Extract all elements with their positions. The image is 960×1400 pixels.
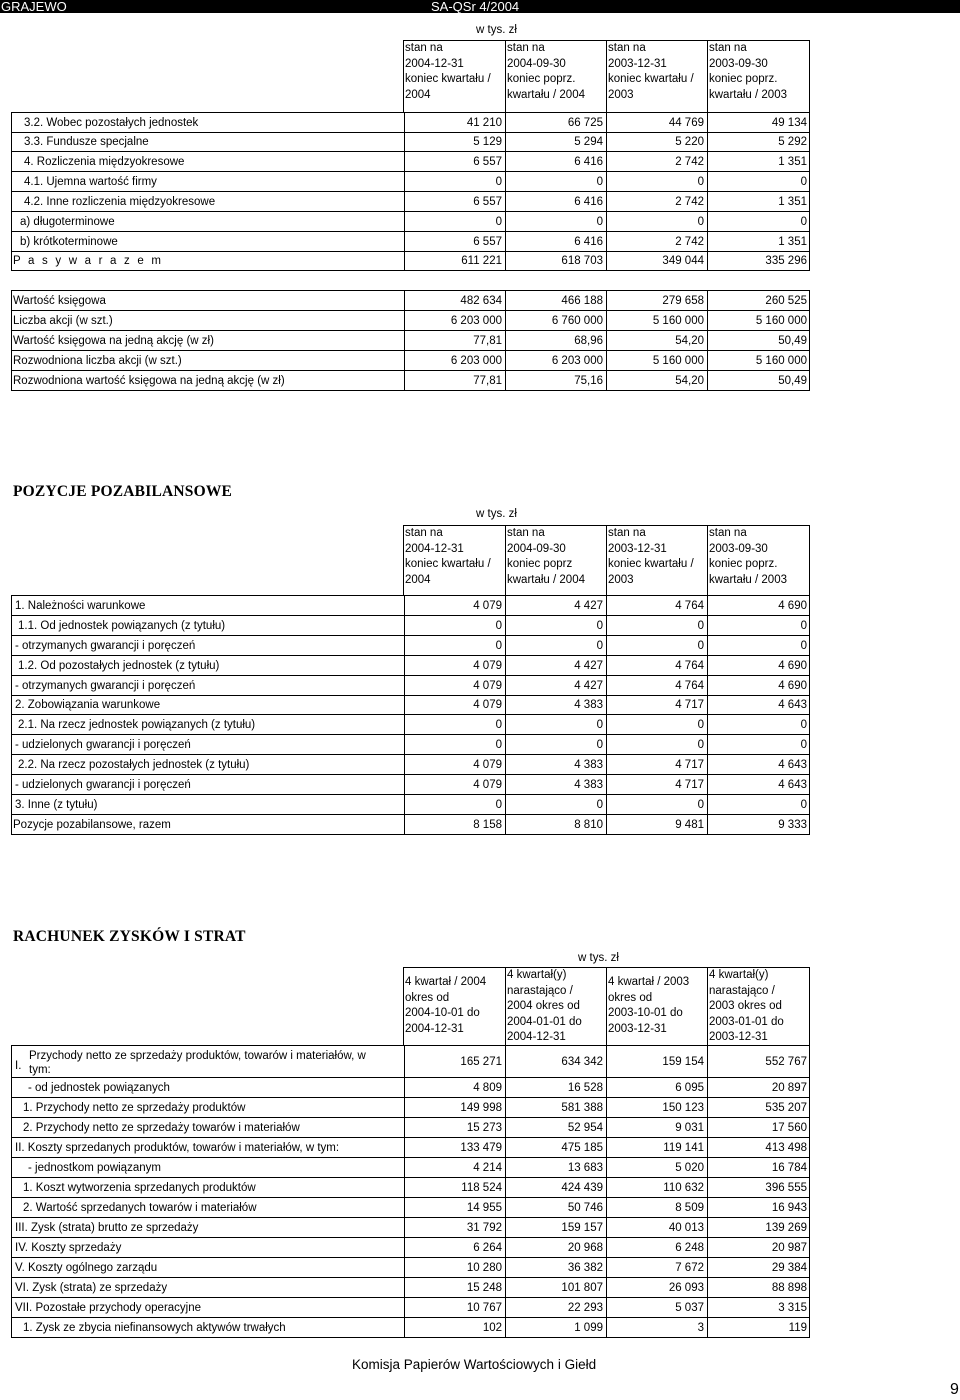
value-cell: 4 690 <box>707 676 810 695</box>
table-row <box>11 1078 810 1098</box>
value-cell: 0 <box>606 636 707 655</box>
value-cell: 6 095 <box>606 1078 707 1097</box>
row-label: Liczba akcji (w szt.) <box>13 314 113 327</box>
column-header: 4 kwartał(y) narastająco / 2004 okres od 2004-01-01 do 2004-12-31 <box>505 968 606 1045</box>
value-cell: 5 294 <box>505 133 606 151</box>
value-cell: 54,20 <box>606 371 707 390</box>
value-cell: 7 672 <box>606 1258 707 1277</box>
value-cell: 14 955 <box>404 1198 505 1217</box>
off-balance-table <box>11 595 810 835</box>
value-cell: 50,49 <box>707 371 810 390</box>
column-header: 4 kwartał(y) narastająco / 2003 okres od 2003-01-01 do 2003-12-31 <box>707 968 809 1045</box>
value-cell: 0 <box>404 636 505 655</box>
value-cell: 5 160 000 <box>606 311 707 330</box>
value-cell: 4 383 <box>505 696 606 714</box>
value-cell: 466 188 <box>505 291 606 310</box>
page-number: 9 <box>950 1381 959 1398</box>
value-cell: 44 769 <box>606 113 707 132</box>
value-cell: 6 416 <box>505 192 606 211</box>
column-header: stan na 2004-09-30 koniec poprz kwartału / 2004 <box>505 526 606 595</box>
value-cell: 4 427 <box>505 596 606 615</box>
report-code: SA-QSr 4/2004 <box>431 0 520 14</box>
row-label: a) długoterminowe <box>20 215 115 228</box>
value-cell: 165 271 <box>404 1046 505 1077</box>
value-cell: 0 <box>505 735 606 754</box>
row-label: - udzielonych gwarancji i poręczeń <box>15 738 191 751</box>
income-header <box>403 967 810 1045</box>
row-label: - otrzymanych gwarancji i poręczeń <box>15 639 196 652</box>
value-cell: 133 479 <box>404 1138 505 1157</box>
value-cell: 16 943 <box>707 1198 810 1217</box>
value-cell: 424 439 <box>505 1178 606 1197</box>
table-row-total <box>11 815 810 835</box>
table-row <box>11 1318 810 1338</box>
value-cell: 4 809 <box>404 1078 505 1097</box>
value-cell: 5 129 <box>404 133 505 151</box>
row-label: 3. Inne (z tytułu) <box>15 798 98 811</box>
value-cell: 6 248 <box>606 1238 707 1257</box>
value-cell: 0 <box>606 212 707 231</box>
value-cell: 4 079 <box>404 656 505 675</box>
value-cell: 349 044 <box>606 252 707 270</box>
value-cell: 2 742 <box>606 192 707 211</box>
table-row <box>11 331 810 351</box>
off-balance-header <box>403 525 810 595</box>
value-cell: 0 <box>505 616 606 635</box>
value-cell: 4 383 <box>505 775 606 794</box>
value-cell: 20 987 <box>707 1238 810 1257</box>
table-row <box>11 232 810 252</box>
value-cell: 6 203 000 <box>404 311 505 330</box>
value-cell: 36 382 <box>505 1258 606 1277</box>
row-label: 2. Zobowiązania warunkowe <box>15 699 161 711</box>
table-row <box>11 1198 810 1218</box>
value-cell: 0 <box>505 172 606 191</box>
table-row <box>11 133 810 152</box>
value-cell: 6 264 <box>404 1238 505 1257</box>
value-cell: 66 725 <box>505 113 606 132</box>
row-label: 2. Przychody netto ze sprzedaży towarów i materiałów <box>23 1121 300 1134</box>
value-cell: 16 528 <box>505 1078 606 1097</box>
column-header: stan na 2004-12-31 koniec kwartału / 2004 <box>405 527 491 586</box>
value-cell: 413 498 <box>707 1138 810 1157</box>
table-row <box>11 616 810 636</box>
value-cell: 101 807 <box>505 1278 606 1297</box>
row-label: 1.2. Od pozostałych jednostek (z tytułu) <box>18 659 220 672</box>
row-label-line: Przychody netto ze sprzedaży produktów, towarów i materiałów, w <box>29 1050 366 1062</box>
table-row <box>11 1158 810 1178</box>
value-cell: 118 524 <box>404 1178 505 1197</box>
value-cell: 15 273 <box>404 1118 505 1137</box>
value-cell: 0 <box>505 715 606 734</box>
value-cell: 3 315 <box>707 1298 810 1317</box>
section-title: RACHUNEK ZYSKÓW I STRAT <box>13 928 246 945</box>
value-cell: 0 <box>606 715 707 734</box>
value-cell: 6 416 <box>505 152 606 171</box>
value-cell: 8 810 <box>505 815 606 834</box>
unit-label: w tys. zł <box>476 508 517 520</box>
table-row <box>11 715 810 735</box>
table-row <box>11 1118 810 1138</box>
value-cell: 4 214 <box>404 1158 505 1177</box>
column-header: stan na 2003-12-31 koniec kwartału / 2003 <box>606 526 707 595</box>
value-cell: 634 342 <box>505 1046 606 1077</box>
table-row <box>11 371 810 391</box>
value-cell: 6 557 <box>404 232 505 251</box>
value-cell: 0 <box>404 616 505 635</box>
row-label: 3.3. Fundusze specjalne <box>24 136 149 148</box>
unit-label: w tys. zł <box>578 952 619 964</box>
value-cell: 4 079 <box>404 755 505 774</box>
value-cell: 0 <box>707 795 810 814</box>
table-row <box>11 1098 810 1118</box>
row-label: - otrzymanych gwarancji i poręczeń <box>15 679 196 692</box>
value-cell: 4 079 <box>404 676 505 695</box>
row-label: 1. Zysk ze zbycia niefinansowych aktywów trwałych <box>23 1321 286 1334</box>
value-cell: 0 <box>606 616 707 635</box>
table-row <box>11 192 810 212</box>
table-row <box>11 1298 810 1318</box>
table-row <box>11 1046 810 1078</box>
table-row <box>11 1178 810 1198</box>
value-cell: 10 280 <box>404 1258 505 1277</box>
value-cell: 482 634 <box>404 291 505 310</box>
row-label: 4.2. Inne rozliczenia międzyokresowe <box>24 195 216 208</box>
row-label: Pozycje pozabilansowe, razem <box>13 818 171 831</box>
value-cell: 1 099 <box>505 1318 606 1337</box>
table-row <box>11 775 810 795</box>
value-cell: 0 <box>606 795 707 814</box>
company-name: GRAJEWO <box>1 0 67 14</box>
value-cell: 6 203 000 <box>505 351 606 370</box>
value-cell: 9 031 <box>606 1118 707 1137</box>
column-header: stan na 2003-12-31 koniec kwartału / 2003 <box>606 41 707 112</box>
value-cell: 49 134 <box>707 113 810 132</box>
value-cell: 54,20 <box>606 331 707 350</box>
value-cell: 0 <box>505 795 606 814</box>
row-label: Wartość księgowa na jedną akcję (w zł) <box>13 334 214 347</box>
value-cell: 0 <box>404 715 505 734</box>
value-cell: 4 764 <box>606 596 707 615</box>
value-cell: 5 160 000 <box>707 351 810 370</box>
value-cell: 149 998 <box>404 1098 505 1117</box>
table-row <box>11 152 810 172</box>
table-row <box>11 696 810 715</box>
value-cell: 0 <box>707 735 810 754</box>
value-cell: 5 292 <box>707 133 810 151</box>
value-cell: 581 388 <box>505 1098 606 1117</box>
page-footer: Komisja Papierów Wartościowych i Giełd <box>352 1357 597 1372</box>
row-label: 2. Wartość sprzedanych towarów i materiałów <box>23 1201 257 1214</box>
value-cell: 0 <box>707 636 810 655</box>
row-label-line: tym: <box>29 1064 51 1076</box>
row-label: Rozwodniona wartość księgowa na jedną akcję (w zł) <box>13 374 285 387</box>
value-cell: 0 <box>404 795 505 814</box>
value-cell: 4 079 <box>404 696 505 714</box>
value-cell: 552 767 <box>707 1046 810 1077</box>
value-cell: 110 632 <box>606 1178 707 1197</box>
unit-label: w tys. zł <box>476 24 517 36</box>
table-row <box>11 656 810 676</box>
row-label: - jednostkom powiązanym <box>28 1161 161 1174</box>
value-cell: 4 079 <box>404 775 505 794</box>
value-cell: 396 555 <box>707 1178 810 1197</box>
table-row <box>11 596 810 616</box>
table-row <box>11 351 810 371</box>
table-row <box>11 212 810 232</box>
value-cell: 4 764 <box>606 676 707 695</box>
book-value-table <box>11 290 810 391</box>
column-header: stan na 2004-09-30 koniec poprz. kwartału / 2004 <box>505 41 606 112</box>
row-label: - udzielonych gwarancji i poręczeń <box>15 778 191 791</box>
page-header-bar <box>0 0 960 13</box>
liabilities-table <box>11 112 810 271</box>
column-header: stan na 2003-09-30 koniec poprz. kwartału / 2003 <box>707 41 809 112</box>
value-cell: 0 <box>707 616 810 635</box>
row-label: - od jednostek powiązanych <box>28 1081 170 1094</box>
table-row <box>11 1138 810 1158</box>
row-label: 4.1. Ujemna wartość firmy <box>24 175 157 188</box>
row-label: 3.2. Wobec pozostałych jednostek <box>24 116 199 129</box>
table-row <box>11 113 810 133</box>
value-cell: 8 509 <box>606 1198 707 1217</box>
value-cell: 260 525 <box>707 291 810 310</box>
value-cell: 119 <box>707 1318 810 1337</box>
value-cell: 1 351 <box>707 152 810 171</box>
value-cell: 159 157 <box>505 1218 606 1237</box>
value-cell: 2 742 <box>606 152 707 171</box>
row-label: 1.1. Od jednostek powiązanych (z tytułu) <box>18 619 226 632</box>
column-header: stan na 2004-12-31 koniec kwartału / 2004 <box>405 42 491 101</box>
section-title: POZYCJE POZABILANSOWE <box>13 483 233 500</box>
value-cell: 9 481 <box>606 815 707 834</box>
row-label: V. Koszty ogólnego zarządu <box>15 1261 158 1274</box>
row-label: 4. Rozliczenia międzyokresowe <box>24 155 185 168</box>
table-row <box>11 1258 810 1278</box>
value-cell: 50 746 <box>505 1198 606 1217</box>
row-label: b) krótkoterminowe <box>20 235 118 248</box>
value-cell: 4 764 <box>606 656 707 675</box>
value-cell: 26 093 <box>606 1278 707 1297</box>
row-label: 2.1. Na rzecz jednostek powiązanych (z tytułu) <box>18 718 256 731</box>
table-row <box>11 735 810 755</box>
value-cell: 20 897 <box>707 1078 810 1097</box>
value-cell: 17 560 <box>707 1118 810 1137</box>
value-cell: 0 <box>606 172 707 191</box>
value-cell: 4 427 <box>505 676 606 695</box>
value-cell: 0 <box>606 735 707 754</box>
balance-header <box>403 40 810 112</box>
value-cell: 16 784 <box>707 1158 810 1177</box>
value-cell: 0 <box>404 212 505 231</box>
value-cell: 139 269 <box>707 1218 810 1237</box>
income-table <box>11 1045 810 1338</box>
row-label: 1. Koszt wytworzenia sprzedanych produktów <box>23 1181 256 1194</box>
value-cell: 5 160 000 <box>606 351 707 370</box>
value-cell: 4 717 <box>606 755 707 774</box>
value-cell: 335 296 <box>707 252 810 270</box>
row-label: Rozwodniona liczba akcji (w szt.) <box>13 354 182 367</box>
column-header: 4 kwartał / 2004 okres od 2004-10-01 do 2004-12-31 <box>405 976 487 1035</box>
value-cell: 50,49 <box>707 331 810 350</box>
table-row <box>11 795 810 815</box>
value-cell: 1 351 <box>707 232 810 251</box>
row-roman-numeral: I. <box>15 1060 22 1072</box>
value-cell: 6 760 000 <box>505 311 606 330</box>
value-cell: 40 013 <box>606 1218 707 1237</box>
row-label: III. Zysk (strata) brutto ze sprzedaży <box>15 1221 199 1234</box>
value-cell: 68,96 <box>505 331 606 350</box>
value-cell: 8 158 <box>404 815 505 834</box>
value-cell: 4 643 <box>707 696 810 714</box>
row-label: P a s y w a r a z e m <box>13 255 164 267</box>
value-cell: 159 154 <box>606 1046 707 1077</box>
value-cell: 13 683 <box>505 1158 606 1177</box>
value-cell: 0 <box>505 636 606 655</box>
row-label: Wartość księgowa <box>13 294 106 307</box>
row-label: 1. Przychody netto ze sprzedaży produktów <box>23 1101 246 1114</box>
value-cell: 119 141 <box>606 1138 707 1157</box>
value-cell: 4 383 <box>505 755 606 774</box>
value-cell: 75,16 <box>505 371 606 390</box>
value-cell: 150 123 <box>606 1098 707 1117</box>
value-cell: 77,81 <box>404 331 505 350</box>
value-cell: 0 <box>505 212 606 231</box>
value-cell: 4 717 <box>606 696 707 714</box>
value-cell: 22 293 <box>505 1298 606 1317</box>
value-cell: 0 <box>707 172 810 191</box>
value-cell: 31 792 <box>404 1218 505 1237</box>
value-cell: 4 643 <box>707 775 810 794</box>
row-label: IV. Koszty sprzedaży <box>15 1241 122 1254</box>
value-cell: 2 742 <box>606 232 707 251</box>
value-cell: 20 968 <box>505 1238 606 1257</box>
value-cell: 4 079 <box>404 596 505 615</box>
table-row <box>11 172 810 192</box>
row-label-multiline <box>28 1049 366 1077</box>
value-cell: 15 248 <box>404 1278 505 1297</box>
row-label: 2.2. Na rzecz pozostałych jednostek (z tytułu) <box>18 758 250 771</box>
value-cell: 4 717 <box>606 775 707 794</box>
value-cell: 0 <box>707 212 810 231</box>
table-row <box>11 1218 810 1238</box>
table-row <box>11 1238 810 1258</box>
value-cell: 4 690 <box>707 656 810 675</box>
row-label: II. Koszty sprzedanych produktów, towarów i materiałów, w tym: <box>15 1141 340 1154</box>
value-cell: 6 203 000 <box>404 351 505 370</box>
value-cell: 279 658 <box>606 291 707 310</box>
table-row <box>11 636 810 656</box>
value-cell: 6 557 <box>404 192 505 211</box>
table-row <box>11 755 810 775</box>
value-cell: 29 384 <box>707 1258 810 1277</box>
row-label: 1. Należności warunkowe <box>15 599 146 612</box>
value-cell: 77,81 <box>404 371 505 390</box>
value-cell: 88 898 <box>707 1278 810 1297</box>
value-cell: 4 643 <box>707 755 810 774</box>
table-row <box>11 1278 810 1298</box>
value-cell: 4 427 <box>505 656 606 675</box>
value-cell: 0 <box>707 715 810 734</box>
table-row <box>11 291 810 311</box>
table-row <box>11 676 810 696</box>
value-cell: 3 <box>606 1318 707 1337</box>
value-cell: 535 207 <box>707 1098 810 1117</box>
value-cell: 6 557 <box>404 152 505 171</box>
value-cell: 0 <box>404 172 505 191</box>
value-cell: 102 <box>404 1318 505 1337</box>
table-row-total <box>11 252 810 271</box>
column-header: 4 kwartał / 2003 okres od 2003-10-01 do 2003-12-31 <box>606 968 707 1045</box>
value-cell: 0 <box>404 735 505 754</box>
value-cell: 5 020 <box>606 1158 707 1177</box>
row-label: VII. Pozostałe przychody operacyjne <box>15 1301 202 1314</box>
value-cell: 5 037 <box>606 1298 707 1317</box>
value-cell: 618 703 <box>505 252 606 270</box>
value-cell: 5 160 000 <box>707 311 810 330</box>
value-cell: 52 954 <box>505 1118 606 1137</box>
value-cell: 611 221 <box>404 252 505 270</box>
column-header: stan na 2003-09-30 koniec poprz. kwartału / 2003 <box>707 526 809 595</box>
value-cell: 4 690 <box>707 596 810 615</box>
value-cell: 1 351 <box>707 192 810 211</box>
table-row <box>11 311 810 331</box>
value-cell: 6 416 <box>505 232 606 251</box>
value-cell: 10 767 <box>404 1298 505 1317</box>
value-cell: 9 333 <box>707 815 810 834</box>
value-cell: 475 185 <box>505 1138 606 1157</box>
value-cell: 41 210 <box>404 113 505 132</box>
value-cell: 5 220 <box>606 133 707 151</box>
row-label: VI. Zysk (strata) ze sprzedaży <box>15 1281 168 1294</box>
